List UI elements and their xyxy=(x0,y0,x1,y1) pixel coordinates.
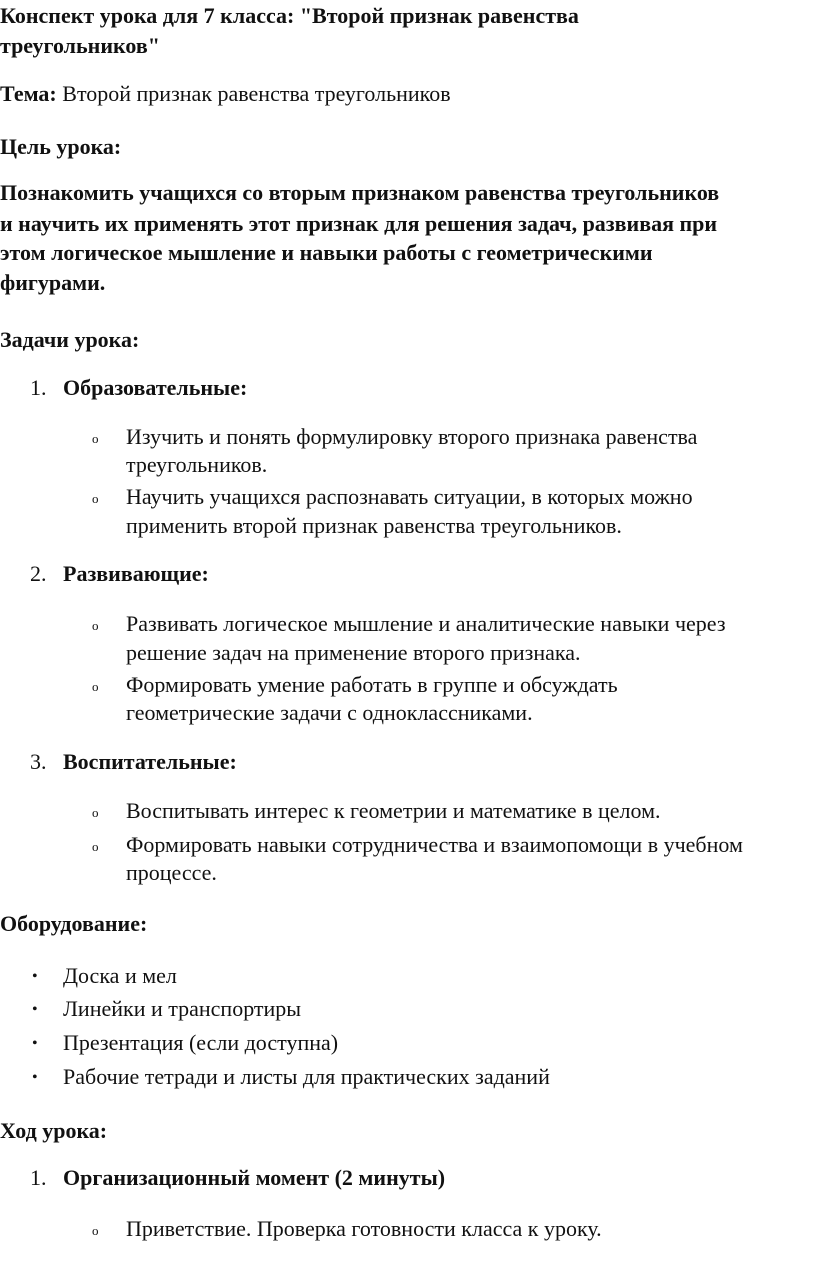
list-item-line: Формировать умение работать в группе и обсуждать xyxy=(126,672,618,697)
equipment-item: Доска и мел xyxy=(63,963,177,988)
list-item-line: Формировать навыки сотрудничества и взаимопомощи в учебном xyxy=(126,832,743,857)
list-item-line: Приветствие. Проверка готовности класса к уроку. xyxy=(126,1216,602,1241)
list-number: 2. xyxy=(30,561,47,586)
equipment-heading: Оборудование: xyxy=(0,911,148,936)
topic-value: Второй признак равенства треугольников xyxy=(62,81,451,106)
list-number: 1. xyxy=(30,375,47,400)
title-line-2: треугольников" xyxy=(0,33,160,58)
list-item-line: Научить учащихся распознавать ситуации, в которых можно xyxy=(126,484,693,509)
course-heading: Ход урока: xyxy=(0,1118,108,1143)
circle-bullet-icon: o xyxy=(92,679,99,694)
list-number: 1. xyxy=(30,1165,47,1190)
topic-line xyxy=(0,80,451,108)
goal-text-line: этом логическое мышление и навыки работы с геометрическими xyxy=(0,240,653,265)
circle-bullet-icon: o xyxy=(92,805,99,820)
list-item-line: Развивать логическое мышление и аналитические навыки через xyxy=(126,611,726,636)
bullet-dot-icon: • xyxy=(32,968,38,985)
goal-text-line: Познакомить учащихся со вторым признаком равенства треугольников xyxy=(0,180,720,205)
course-step-title: Организационный момент (2 минуты) xyxy=(63,1165,446,1190)
circle-bullet-icon: o xyxy=(92,431,99,446)
list-item-line: Изучить и понять формулировку второго признака равенства xyxy=(126,424,698,449)
circle-bullet-icon: o xyxy=(92,618,99,633)
circle-bullet-icon: o xyxy=(92,491,99,506)
topic-label: Тема: xyxy=(0,81,57,106)
equipment-item: Рабочие тетради и листы для практических заданий xyxy=(63,1064,550,1089)
task-group-title: Воспитательные: xyxy=(63,749,237,774)
list-item-line: процессе. xyxy=(126,860,217,885)
list-item-line: геометрические задачи с одноклассниками. xyxy=(126,700,533,725)
list-item-line: треугольников. xyxy=(126,452,268,477)
list-item-line: применить второй признак равенства треугольников. xyxy=(126,513,622,538)
task-group-title: Развивающие: xyxy=(63,561,209,586)
bullet-dot-icon: • xyxy=(32,1035,38,1052)
equipment-item: Презентация (если доступна) xyxy=(63,1030,339,1055)
list-item-line: Воспитывать интерес к геометрии и математике в целом. xyxy=(126,798,661,823)
goal-text-line: фигурами. xyxy=(0,270,106,295)
list-item-line: решение задач на применение второго признака. xyxy=(126,640,581,665)
circle-bullet-icon: o xyxy=(92,1223,99,1238)
bullet-dot-icon: • xyxy=(32,1001,38,1018)
title-line-1: Конспект урока для 7 класса: "Второй признак равенства xyxy=(0,3,579,28)
goal-heading: Цель урока: xyxy=(0,134,122,159)
equipment-item: Линейки и транспортиры xyxy=(63,996,302,1021)
bullet-dot-icon: • xyxy=(32,1069,38,1086)
list-number: 3. xyxy=(30,749,47,774)
goal-text-line: и научить их применять этот признак для решения задач, развивая при xyxy=(0,211,718,236)
circle-bullet-icon: o xyxy=(92,839,99,854)
tasks-heading: Задачи урока: xyxy=(0,327,140,352)
task-group-title: Образовательные: xyxy=(63,375,248,400)
